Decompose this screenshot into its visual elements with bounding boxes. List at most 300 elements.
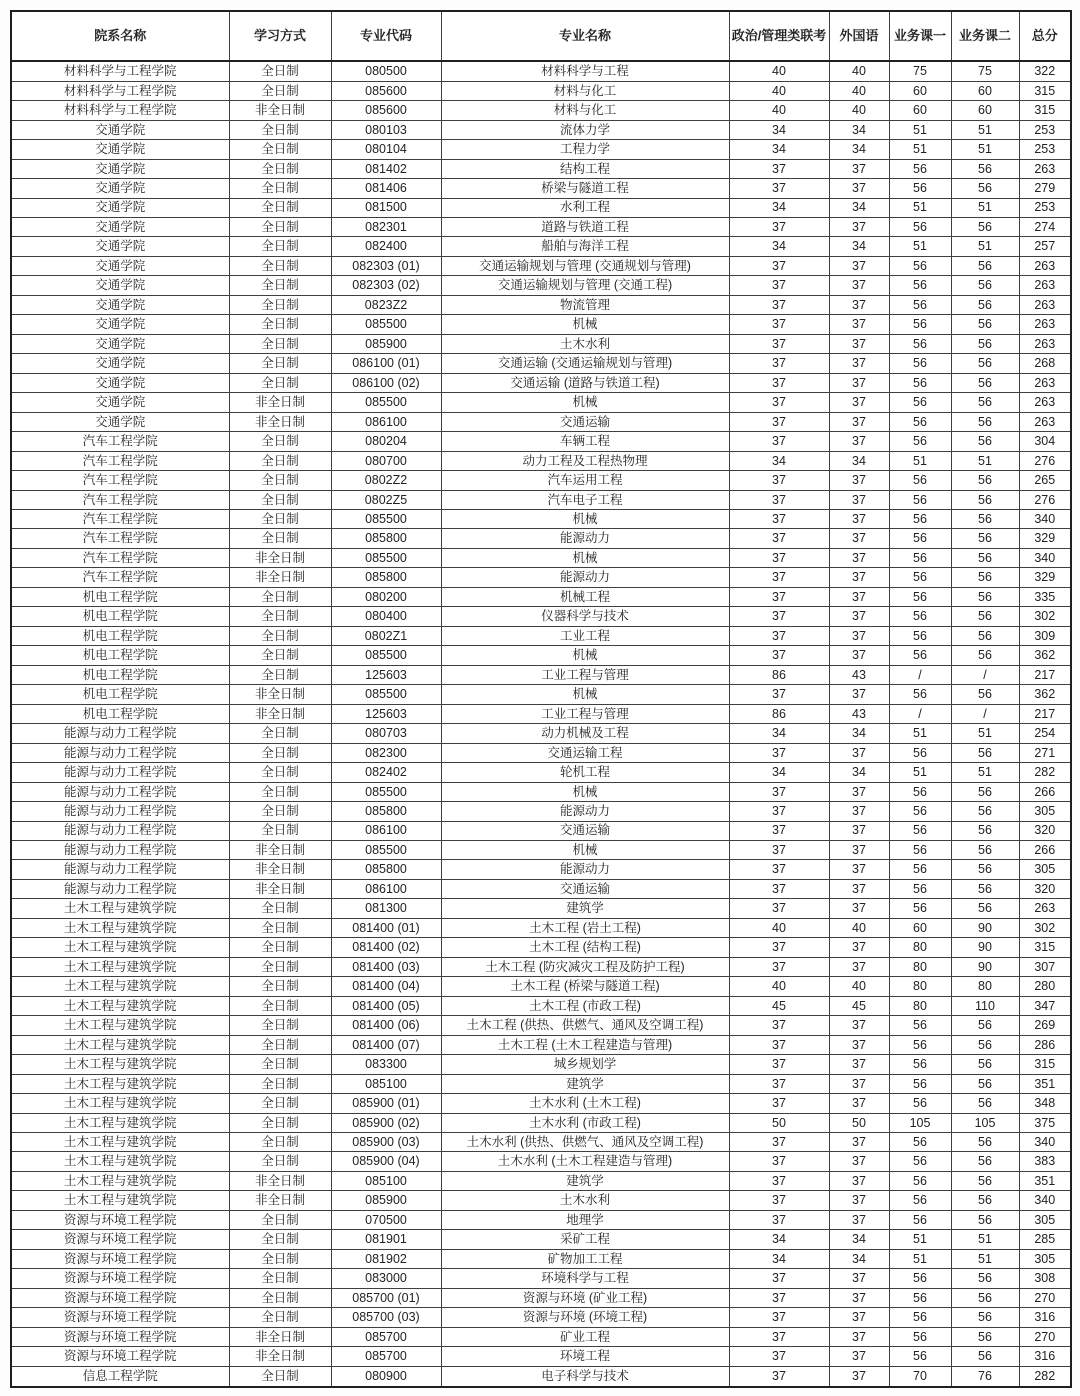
cell-course1-score: 56 (889, 412, 951, 431)
cell-course1-score: 80 (889, 996, 951, 1015)
cell-study-mode: 全日制 (229, 276, 331, 295)
cell-foreign-language-score: 37 (829, 568, 889, 587)
cell-college: 资源与环境工程学院 (11, 1347, 229, 1366)
cell-foreign-language-score: 37 (829, 899, 889, 918)
cell-course2-score: 56 (951, 1288, 1019, 1307)
cell-major-code: 070500 (331, 1210, 441, 1229)
cell-major-name: 矿业工程 (441, 1327, 729, 1346)
cell-major-name: 交通运输规划与管理 (交通工程) (441, 276, 729, 295)
cell-course2-score: 56 (951, 179, 1019, 198)
table-row (11, 996, 1071, 1015)
table-row (11, 918, 1071, 937)
cell-total-score: 315 (1019, 938, 1071, 957)
cell-major-code: 080900 (331, 1366, 441, 1387)
cell-college: 土木工程与建筑学院 (11, 977, 229, 996)
cell-politics-score: 37 (729, 1210, 829, 1229)
table-row (11, 685, 1071, 704)
cell-course1-score: 56 (889, 587, 951, 606)
cell-study-mode: 全日制 (229, 763, 331, 782)
cell-course2-score: 75 (951, 61, 1019, 81)
cell-total-score: 282 (1019, 1366, 1071, 1387)
cell-politics-score: 34 (729, 120, 829, 139)
cell-foreign-language-score: 37 (829, 393, 889, 412)
cell-study-mode: 全日制 (229, 334, 331, 353)
cell-course2-score: 56 (951, 840, 1019, 859)
cell-politics-score: 37 (729, 373, 829, 392)
cell-college: 能源与动力工程学院 (11, 802, 229, 821)
cell-study-mode: 全日制 (229, 179, 331, 198)
cell-college: 交通学院 (11, 373, 229, 392)
cell-major-name: 结构工程 (441, 159, 729, 178)
cell-total-score: 305 (1019, 1249, 1071, 1268)
cell-course2-score: 56 (951, 159, 1019, 178)
cell-college: 汽车工程学院 (11, 451, 229, 470)
cell-major-name: 资源与环境 (环境工程) (441, 1308, 729, 1327)
cell-politics-score: 37 (729, 529, 829, 548)
cell-college: 信息工程学院 (11, 1366, 229, 1387)
table-row (11, 334, 1071, 353)
cell-total-score: 217 (1019, 665, 1071, 684)
cell-major-name: 环境科学与工程 (441, 1269, 729, 1288)
cell-college: 资源与环境工程学院 (11, 1288, 229, 1307)
cell-study-mode: 非全日制 (229, 1171, 331, 1190)
cell-course1-score: 60 (889, 101, 951, 120)
cell-major-name: 土木水利 (土木工程) (441, 1094, 729, 1113)
cell-major-name: 建筑学 (441, 899, 729, 918)
cell-major-name: 船舶与海洋工程 (441, 237, 729, 256)
cell-major-code: 085900 (331, 1191, 441, 1210)
cell-major-code: 085700 (331, 1327, 441, 1346)
table-row (11, 1171, 1071, 1190)
table-row (11, 568, 1071, 587)
cell-foreign-language-score: 37 (829, 1269, 889, 1288)
cell-politics-score: 40 (729, 81, 829, 100)
cell-politics-score: 37 (729, 802, 829, 821)
column-header-study-mode: 学习方式 (229, 11, 331, 61)
cell-foreign-language-score: 37 (829, 1074, 889, 1093)
cell-course1-score: 56 (889, 276, 951, 295)
table-row (11, 1366, 1071, 1387)
cell-major-code: 080703 (331, 724, 441, 743)
table-row (11, 315, 1071, 334)
cell-major-name: 桥梁与隧道工程 (441, 179, 729, 198)
cell-major-code: 085700 (03) (331, 1308, 441, 1327)
cell-course1-score: 56 (889, 471, 951, 490)
cell-major-code: 082300 (331, 743, 441, 762)
cell-major-name: 材料与化工 (441, 101, 729, 120)
cell-major-code: 082400 (331, 237, 441, 256)
cell-course2-score: 56 (951, 471, 1019, 490)
cell-college: 机电工程学院 (11, 646, 229, 665)
cell-politics-score: 37 (729, 646, 829, 665)
cell-major-code: 082402 (331, 763, 441, 782)
cell-college: 交通学院 (11, 393, 229, 412)
cell-total-score: 340 (1019, 510, 1071, 529)
cell-college: 机电工程学院 (11, 704, 229, 723)
cell-politics-score: 37 (729, 1288, 829, 1307)
cell-major-code: 085800 (331, 529, 441, 548)
cell-major-name: 动力工程及工程热物理 (441, 451, 729, 470)
cell-course2-score: 56 (951, 802, 1019, 821)
cell-foreign-language-score: 37 (829, 373, 889, 392)
cell-major-code: 085900 (331, 334, 441, 353)
cell-total-score: 265 (1019, 471, 1071, 490)
cell-major-name: 环境工程 (441, 1347, 729, 1366)
cell-total-score: 347 (1019, 996, 1071, 1015)
cell-course1-score: 56 (889, 782, 951, 801)
cell-total-score: 266 (1019, 840, 1071, 859)
cell-study-mode: 非全日制 (229, 1327, 331, 1346)
cell-politics-score: 37 (729, 821, 829, 840)
cell-study-mode: 全日制 (229, 977, 331, 996)
cell-politics-score: 37 (729, 957, 829, 976)
cell-total-score: 305 (1019, 860, 1071, 879)
cell-course2-score: 51 (951, 140, 1019, 159)
table-row (11, 626, 1071, 645)
cell-major-code: 085500 (331, 685, 441, 704)
cell-study-mode: 全日制 (229, 1269, 331, 1288)
cell-foreign-language-score: 37 (829, 1210, 889, 1229)
cell-politics-score: 37 (729, 179, 829, 198)
cell-course1-score: 56 (889, 685, 951, 704)
cell-politics-score: 37 (729, 1366, 829, 1387)
cell-total-score: 217 (1019, 704, 1071, 723)
cell-politics-score: 37 (729, 587, 829, 606)
cell-foreign-language-score: 37 (829, 743, 889, 762)
cell-major-code: 080200 (331, 587, 441, 606)
table-row (11, 510, 1071, 529)
cell-major-name: 交通运输工程 (441, 743, 729, 762)
cell-college: 土木工程与建筑学院 (11, 1074, 229, 1093)
cell-course2-score: 56 (951, 1133, 1019, 1152)
cell-college: 资源与环境工程学院 (11, 1249, 229, 1268)
cell-study-mode: 全日制 (229, 432, 331, 451)
cell-course1-score: / (889, 665, 951, 684)
cell-foreign-language-score: 37 (829, 529, 889, 548)
cell-course2-score: 56 (951, 1016, 1019, 1035)
cell-politics-score: 37 (729, 159, 829, 178)
cell-course1-score: 56 (889, 334, 951, 353)
cell-course1-score: 56 (889, 1094, 951, 1113)
cell-college: 机电工程学院 (11, 607, 229, 626)
table-row (11, 179, 1071, 198)
cell-foreign-language-score: 40 (829, 918, 889, 937)
cell-total-score: 316 (1019, 1347, 1071, 1366)
cell-course1-score: 56 (889, 354, 951, 373)
cell-foreign-language-score: 37 (829, 1171, 889, 1190)
cell-course2-score: 56 (951, 1191, 1019, 1210)
cell-major-code: 085900 (03) (331, 1133, 441, 1152)
cell-course2-score: 56 (951, 1347, 1019, 1366)
cell-major-code: 080700 (331, 451, 441, 470)
cell-politics-score: 37 (729, 256, 829, 275)
cell-major-code: 085500 (331, 510, 441, 529)
cell-course1-score: 51 (889, 120, 951, 139)
table-row (11, 393, 1071, 412)
cell-study-mode: 全日制 (229, 237, 331, 256)
cell-major-name: 能源动力 (441, 860, 729, 879)
table-row (11, 548, 1071, 567)
table-row (11, 977, 1071, 996)
cell-study-mode: 全日制 (229, 1366, 331, 1387)
cell-total-score: 362 (1019, 685, 1071, 704)
cell-course1-score: 56 (889, 1055, 951, 1074)
cell-course1-score: 56 (889, 1191, 951, 1210)
cell-study-mode: 全日制 (229, 665, 331, 684)
cell-foreign-language-score: 34 (829, 763, 889, 782)
cell-major-code: 085900 (01) (331, 1094, 441, 1113)
cell-study-mode: 全日制 (229, 1133, 331, 1152)
cell-college: 汽车工程学院 (11, 548, 229, 567)
cell-foreign-language-score: 34 (829, 1230, 889, 1249)
table-row (11, 159, 1071, 178)
cell-study-mode: 全日制 (229, 1230, 331, 1249)
cell-course2-score: 51 (951, 237, 1019, 256)
cell-major-name: 土木水利 (市政工程) (441, 1113, 729, 1132)
cell-course1-score: 56 (889, 217, 951, 236)
table-row (11, 1308, 1071, 1327)
cell-major-code: 081901 (331, 1230, 441, 1249)
cell-politics-score: 37 (729, 938, 829, 957)
cell-study-mode: 全日制 (229, 1152, 331, 1171)
cell-major-code: 083300 (331, 1055, 441, 1074)
cell-major-name: 机械 (441, 548, 729, 567)
cell-total-score: 279 (1019, 179, 1071, 198)
cell-politics-score: 34 (729, 1230, 829, 1249)
cell-foreign-language-score: 37 (829, 626, 889, 645)
cell-course2-score: 56 (951, 587, 1019, 606)
cell-total-score: 315 (1019, 81, 1071, 100)
cell-major-name: 土木工程 (岩土工程) (441, 918, 729, 937)
cell-politics-score: 37 (729, 1191, 829, 1210)
cell-major-code: 081902 (331, 1249, 441, 1268)
cell-course1-score: 56 (889, 432, 951, 451)
cell-major-name: 城乡规划学 (441, 1055, 729, 1074)
cell-major-name: 交通运输 (交通运输规划与管理) (441, 354, 729, 373)
cell-college: 能源与动力工程学院 (11, 879, 229, 898)
cell-college: 汽车工程学院 (11, 490, 229, 509)
table-row (11, 101, 1071, 120)
cell-course2-score: 56 (951, 1308, 1019, 1327)
cell-major-code: 0802Z5 (331, 490, 441, 509)
cell-foreign-language-score: 37 (829, 1327, 889, 1346)
cell-course2-score: 56 (951, 354, 1019, 373)
cell-total-score: 253 (1019, 140, 1071, 159)
cell-college: 土木工程与建筑学院 (11, 1171, 229, 1190)
cell-college: 交通学院 (11, 237, 229, 256)
cell-politics-score: 86 (729, 665, 829, 684)
cell-study-mode: 非全日制 (229, 685, 331, 704)
cell-major-code: 081500 (331, 198, 441, 217)
cell-major-code: 085500 (331, 782, 441, 801)
cell-total-score: 263 (1019, 315, 1071, 334)
cell-course1-score: 51 (889, 1230, 951, 1249)
table-row (11, 1191, 1071, 1210)
cell-total-score: 285 (1019, 1230, 1071, 1249)
cell-college: 土木工程与建筑学院 (11, 899, 229, 918)
cell-foreign-language-score: 37 (829, 860, 889, 879)
cell-course1-score: 51 (889, 140, 951, 159)
cell-major-name: 矿物加工工程 (441, 1249, 729, 1268)
cell-college: 汽车工程学院 (11, 510, 229, 529)
cell-major-code: 085100 (331, 1171, 441, 1190)
cell-course2-score: 56 (951, 1055, 1019, 1074)
cell-major-name: 电子科学与技术 (441, 1366, 729, 1387)
cell-foreign-language-score: 37 (829, 938, 889, 957)
cell-foreign-language-score: 37 (829, 1191, 889, 1210)
cell-total-score: 263 (1019, 295, 1071, 314)
cell-course1-score: 56 (889, 1327, 951, 1346)
cell-foreign-language-score: 37 (829, 159, 889, 178)
cell-course1-score: 56 (889, 1171, 951, 1190)
cell-major-name: 交通运输规划与管理 (交通规划与管理) (441, 256, 729, 275)
table-row (11, 1074, 1071, 1093)
cell-college: 交通学院 (11, 412, 229, 431)
cell-major-name: 流体力学 (441, 120, 729, 139)
cell-course1-score: 56 (889, 1347, 951, 1366)
cell-college: 资源与环境工程学院 (11, 1327, 229, 1346)
cell-study-mode: 全日制 (229, 1249, 331, 1268)
cell-foreign-language-score: 37 (829, 607, 889, 626)
table-row (11, 724, 1071, 743)
table-row (11, 140, 1071, 159)
cell-major-code: 082301 (331, 217, 441, 236)
cell-foreign-language-score: 37 (829, 840, 889, 859)
cell-course2-score: 56 (951, 879, 1019, 898)
cell-major-name: 能源动力 (441, 568, 729, 587)
cell-politics-score: 37 (729, 1016, 829, 1035)
cell-study-mode: 全日制 (229, 1035, 331, 1054)
table-row (11, 432, 1071, 451)
cell-study-mode: 全日制 (229, 451, 331, 470)
table-row (11, 1152, 1071, 1171)
cell-foreign-language-score: 37 (829, 646, 889, 665)
cell-major-code: 081300 (331, 899, 441, 918)
cell-total-score: 263 (1019, 412, 1071, 431)
table-row (11, 899, 1071, 918)
cell-foreign-language-score: 37 (829, 1035, 889, 1054)
cell-study-mode: 全日制 (229, 256, 331, 275)
cell-study-mode: 非全日制 (229, 840, 331, 859)
cell-foreign-language-score: 37 (829, 256, 889, 275)
cell-foreign-language-score: 37 (829, 1308, 889, 1327)
table-row (11, 1347, 1071, 1366)
cell-major-code: 085500 (331, 548, 441, 567)
cell-course2-score: 56 (951, 510, 1019, 529)
cell-study-mode: 全日制 (229, 1308, 331, 1327)
cell-major-code: 081400 (05) (331, 996, 441, 1015)
cell-major-code: 085500 (331, 840, 441, 859)
cell-course2-score: 56 (951, 1171, 1019, 1190)
cell-study-mode: 全日制 (229, 782, 331, 801)
table-row (11, 1113, 1071, 1132)
cell-total-score: 282 (1019, 763, 1071, 782)
table-row (11, 276, 1071, 295)
table-row (11, 821, 1071, 840)
cell-foreign-language-score: 34 (829, 198, 889, 217)
cell-study-mode: 非全日制 (229, 101, 331, 120)
cell-college: 土木工程与建筑学院 (11, 996, 229, 1015)
cell-course2-score: 56 (951, 607, 1019, 626)
cell-college: 土木工程与建筑学院 (11, 1094, 229, 1113)
cell-politics-score: 37 (729, 626, 829, 645)
cell-major-name: 工业工程 (441, 626, 729, 645)
column-header-college: 院系名称 (11, 11, 229, 61)
cell-study-mode: 全日制 (229, 957, 331, 976)
cell-politics-score: 34 (729, 198, 829, 217)
cell-college: 汽车工程学院 (11, 568, 229, 587)
cell-total-score: 257 (1019, 237, 1071, 256)
cell-course1-score: 56 (889, 1288, 951, 1307)
cell-foreign-language-score: 37 (829, 432, 889, 451)
table-row (11, 879, 1071, 898)
cell-politics-score: 37 (729, 879, 829, 898)
cell-politics-score: 37 (729, 860, 829, 879)
cell-course2-score: 56 (951, 899, 1019, 918)
cell-politics-score: 37 (729, 568, 829, 587)
cell-foreign-language-score: 34 (829, 120, 889, 139)
cell-major-name: 机械 (441, 646, 729, 665)
cell-course1-score: 56 (889, 315, 951, 334)
cell-total-score: 253 (1019, 198, 1071, 217)
table-row (11, 743, 1071, 762)
cell-politics-score: 34 (729, 763, 829, 782)
cell-major-code: 085500 (331, 315, 441, 334)
cell-major-code: 086100 (02) (331, 373, 441, 392)
cell-total-score: 302 (1019, 918, 1071, 937)
cell-major-name: 采矿工程 (441, 1230, 729, 1249)
cell-total-score: 322 (1019, 61, 1071, 81)
cell-foreign-language-score: 37 (829, 587, 889, 606)
cell-college: 能源与动力工程学院 (11, 743, 229, 762)
cell-total-score: 315 (1019, 101, 1071, 120)
cell-foreign-language-score: 37 (829, 276, 889, 295)
cell-foreign-language-score: 37 (829, 490, 889, 509)
cell-foreign-language-score: 37 (829, 879, 889, 898)
table-row (11, 295, 1071, 314)
cell-study-mode: 全日制 (229, 724, 331, 743)
cell-major-name: 机械 (441, 315, 729, 334)
cell-course1-score: 56 (889, 159, 951, 178)
cell-foreign-language-score: 34 (829, 724, 889, 743)
cell-politics-score: 34 (729, 451, 829, 470)
cell-study-mode: 全日制 (229, 295, 331, 314)
cell-course1-score: 56 (889, 1152, 951, 1171)
cell-major-code: 086100 (331, 412, 441, 431)
cell-total-score: 329 (1019, 568, 1071, 587)
cell-total-score: 335 (1019, 587, 1071, 606)
column-header-major-name: 专业名称 (441, 11, 729, 61)
cell-major-code: 085700 (331, 1347, 441, 1366)
cell-college: 交通学院 (11, 198, 229, 217)
cell-foreign-language-score: 37 (829, 957, 889, 976)
cell-politics-score: 50 (729, 1113, 829, 1132)
cell-course1-score: 70 (889, 1366, 951, 1387)
cell-politics-score: 37 (729, 1074, 829, 1093)
cell-major-name: 材料科学与工程 (441, 61, 729, 81)
cell-major-code: 081402 (331, 159, 441, 178)
cell-course1-score: 56 (889, 899, 951, 918)
cell-course1-score: 80 (889, 957, 951, 976)
cell-college: 汽车工程学院 (11, 529, 229, 548)
table-row (11, 1055, 1071, 1074)
cell-course1-score: 56 (889, 802, 951, 821)
cell-course2-score: 51 (951, 120, 1019, 139)
cell-course2-score: 51 (951, 1230, 1019, 1249)
cell-politics-score: 37 (729, 510, 829, 529)
cell-major-name: 仪器科学与技术 (441, 607, 729, 626)
cell-total-score: 316 (1019, 1308, 1071, 1327)
